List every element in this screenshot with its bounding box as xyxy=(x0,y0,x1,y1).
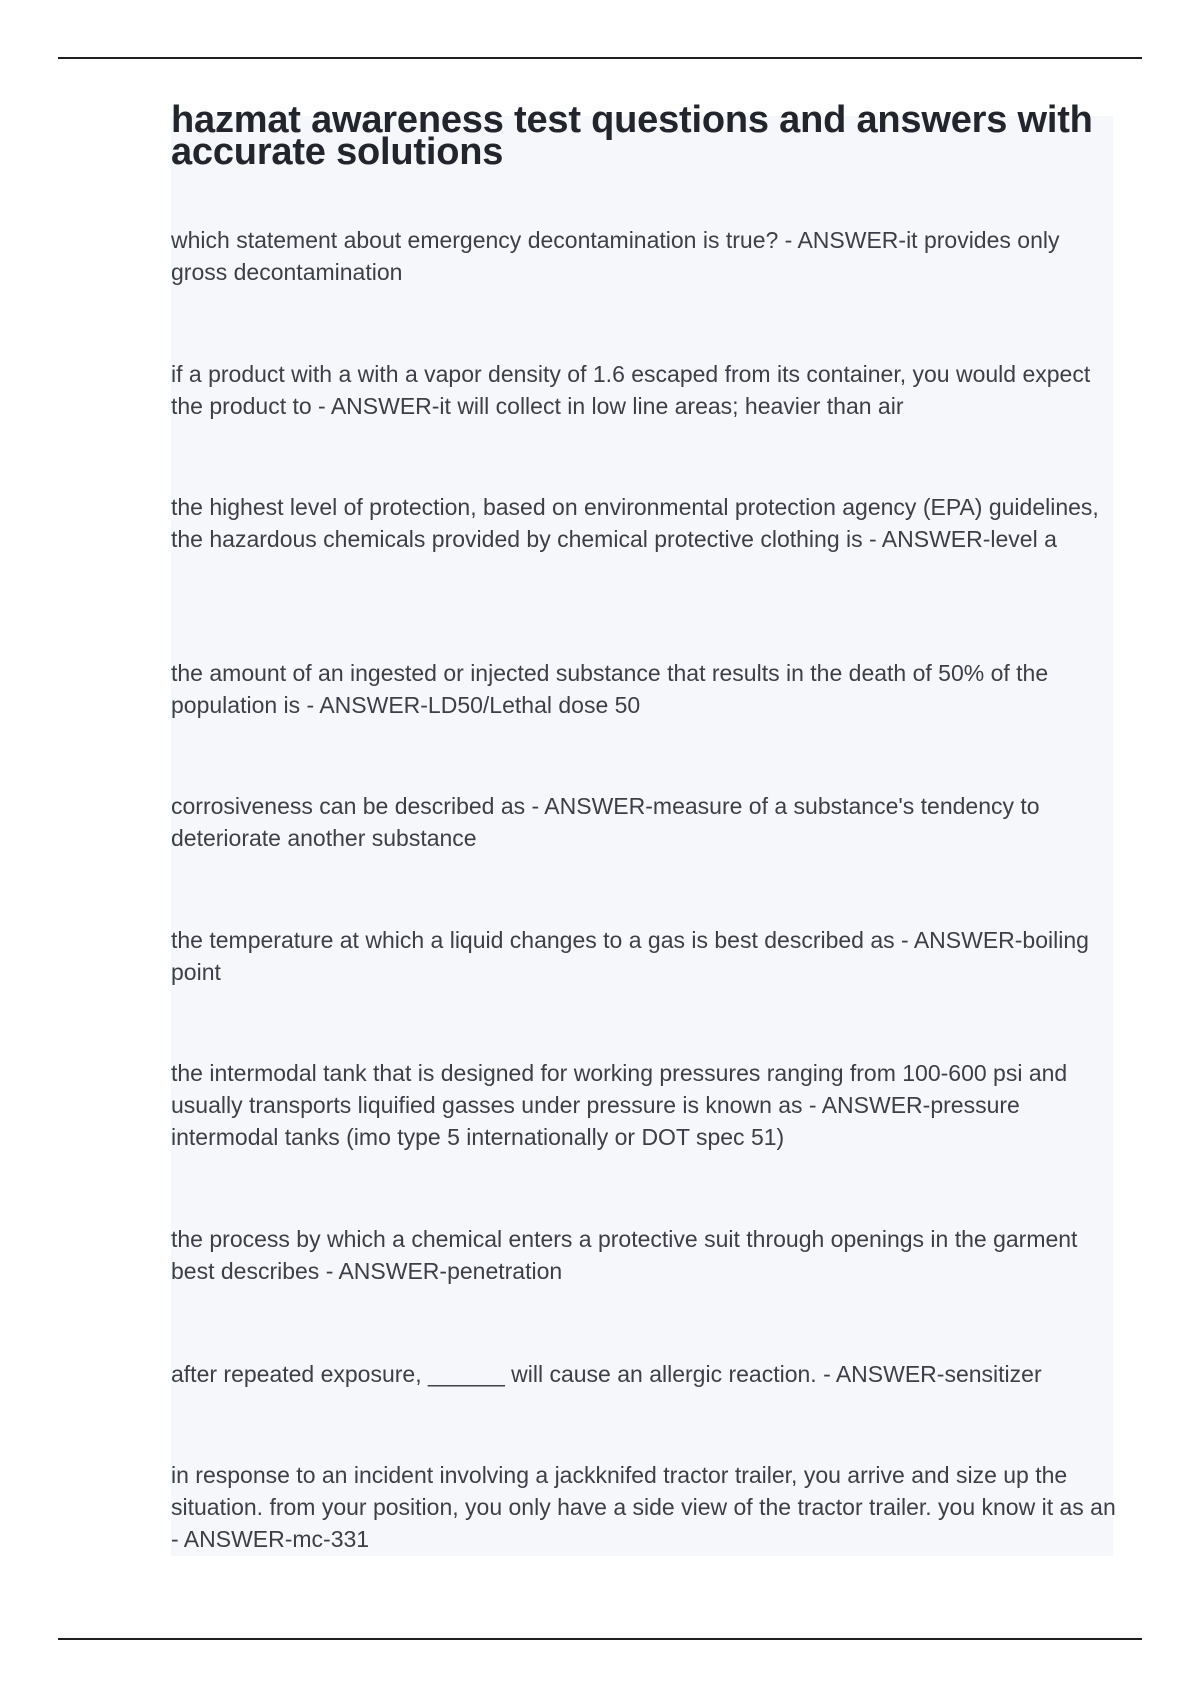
qa-item-5: corrosiveness can be described as - ANSWER-measure of a substance's tendency to deteriorate another substance xyxy=(171,793,1040,851)
qa-item-4: the amount of an ingested or injected substance that results in the death of 50% of the population is - ANSWER-LD50/Lethal dose 50 xyxy=(171,660,1049,718)
qa-item-3: the highest level of protection, based on environmental protection agency (EPA) guidelines, the hazardous chemicals provided by chemical protective clothing is - ANSWER-level a xyxy=(171,494,1099,552)
top-rule xyxy=(58,57,1142,59)
bottom-rule xyxy=(58,1638,1142,1640)
document-title: hazmat awareness test questions and answers with accurate solutions xyxy=(171,99,1093,173)
qa-item-8: the process by which a chemical enters a protective suit through openings in the garment best describes - ANSWER-penetration xyxy=(171,1226,1078,1284)
qa-item-2: if a product with a with a vapor density of 1.6 escaped from its container, you would expect the product to - ANSWER-it will collect in low line areas; heavier than air xyxy=(171,361,1091,419)
qa-item-9: after repeated exposure, ______ will cause an allergic reaction. - ANSWER-sensitizer xyxy=(171,1361,1042,1387)
qa-item-7: the intermodal tank that is designed for working pressures ranging from 100-600 psi and usually transports liquified gasses under pressure is known as - ANSWER-pressure intermodal tanks (imo type 5 internationally or DOT spec 51) xyxy=(171,1060,1068,1150)
qa-item-10: in response to an incident involving a jackknifed tractor trailer, you arrive and size up the situation. from your position, you only have a side view of the tractor trailer. you know it as an - ANSWER-mc-331 xyxy=(171,1462,1116,1552)
qa-item-6: the temperature at which a liquid changes to a gas is best described as - ANSWER-boiling point xyxy=(171,927,1089,985)
qa-item-1: which statement about emergency decontamination is true? - ANSWER-it provides only gross decontamination xyxy=(171,227,1060,285)
